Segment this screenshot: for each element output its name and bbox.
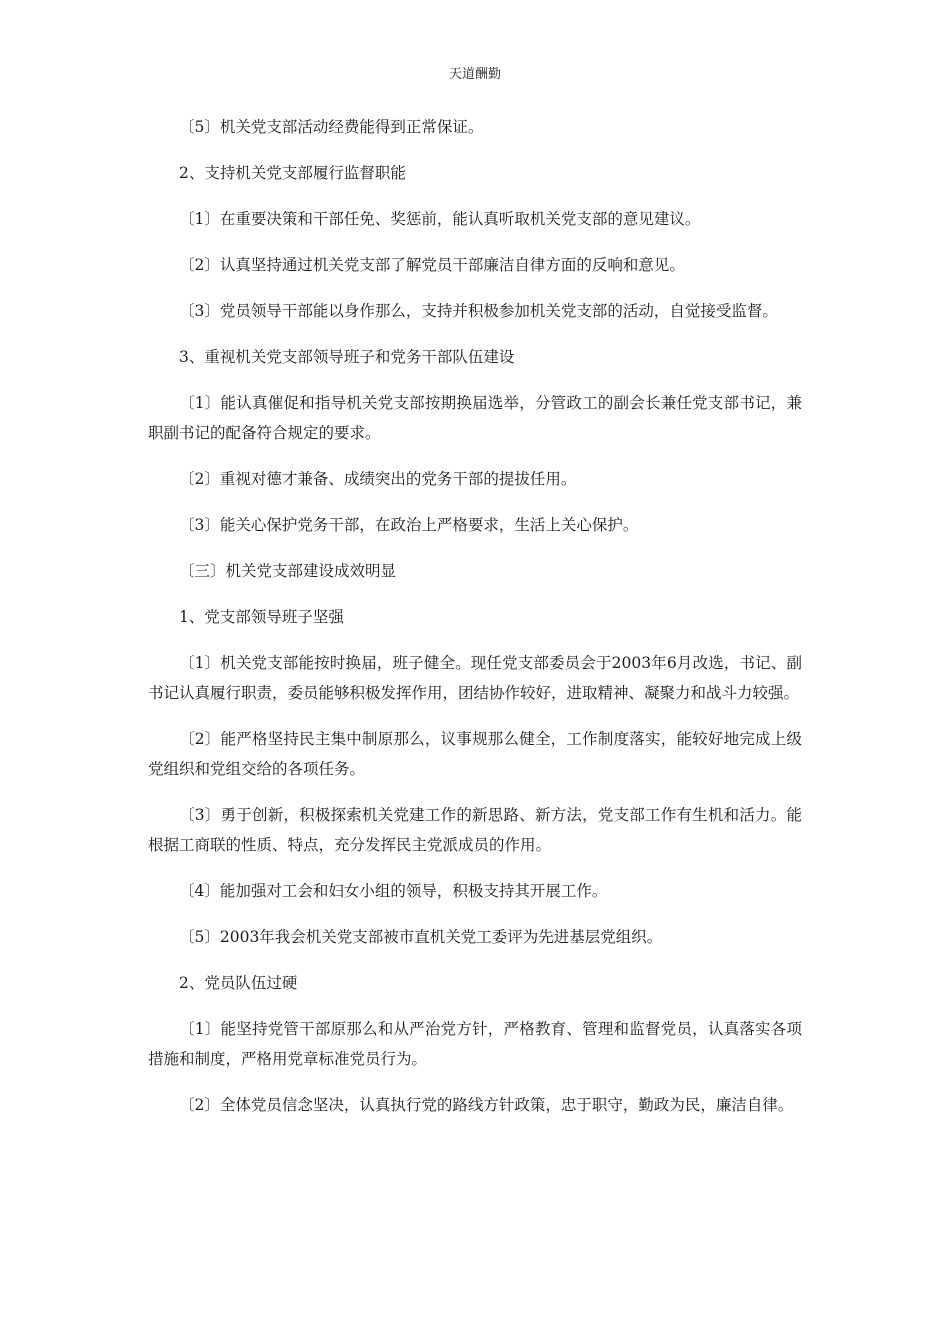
paragraph: 〔3〕勇于创新，积极探索机关党建工作的新思路、新方法，党支部工作有生机和活力。能根据工商联的性质、特点，充分发挥民主党派成员的作用。 (148, 806, 802, 854)
paragraph: 〔3〕能关心保护党务干部，在政治上严格要求，生活上关心保护。 (179, 516, 639, 534)
paragraph: 〔1〕能认真催促和指导机关党支部按期换届选举，分管政工的副会长兼任党支部书记，兼职副书记的配备符合规定的要求。 (148, 394, 802, 442)
paragraph: 〔4〕能加强对工会和妇女小组的领导，积极支持其开展工作。 (179, 882, 608, 900)
paragraph: 〔2〕能严格坚持民主集中制原那么，议事规那么健全，工作制度落实，能较好地完成上级党组织和党组交给的各项任务。 (148, 730, 802, 778)
paragraph: 〔5〕机关党支部活动经费能得到正常保证。 (179, 118, 484, 136)
document-body (148, 112, 802, 1136)
section-heading: 1、党支部领导班子坚强 (179, 608, 344, 626)
paragraph: 〔2〕重视对德才兼备、成绩突出的党务干部的提拔任用。 (179, 470, 577, 488)
paragraph: 〔2〕全体党员信念坚决，认真执行党的路线方针政策，忠于职守，勤政为民，廉洁自律。 (179, 1096, 794, 1114)
section-heading: 〔三〕机关党支部建设成效明显 (179, 562, 397, 580)
paragraph: 〔1〕在重要决策和干部任免、奖惩前，能认真听取机关党支部的意见建议。 (179, 210, 701, 228)
paragraph: 〔2〕认真坚持通过机关党支部了解党员干部廉洁自律方面的反响和意见。 (179, 256, 685, 274)
paragraph: 〔5〕2003年我会机关党支部被市直机关党工委评为先进基层党组织。 (179, 928, 663, 946)
section-heading: 3、重视机关党支部领导班子和党务干部队伍建设 (179, 348, 515, 366)
section-heading: 2、党员队伍过硬 (179, 974, 298, 992)
paragraph: 〔3〕党员领导干部能以身作那么，支持并积极参加机关党支部的活动，自觉接受监督。 (179, 302, 778, 320)
paragraph: 〔1〕能坚持党管干部原那么和从严治党方针，严格教育、管理和监督党员，认真落实各项措施和制度，严格用党章标准党员行为。 (148, 1020, 802, 1068)
section-heading: 2、支持机关党支部履行监督职能 (179, 164, 406, 182)
paragraph: 〔1〕机关党支部能按时换届，班子健全。现任党支部委员会于2003年6月改选，书记、副书记认真履行职责，委员能够积极发挥作用，团结协作较好，进取精神、凝聚力和战斗力较强。 (148, 654, 802, 702)
page-header: 天道酬勤 (448, 67, 501, 82)
